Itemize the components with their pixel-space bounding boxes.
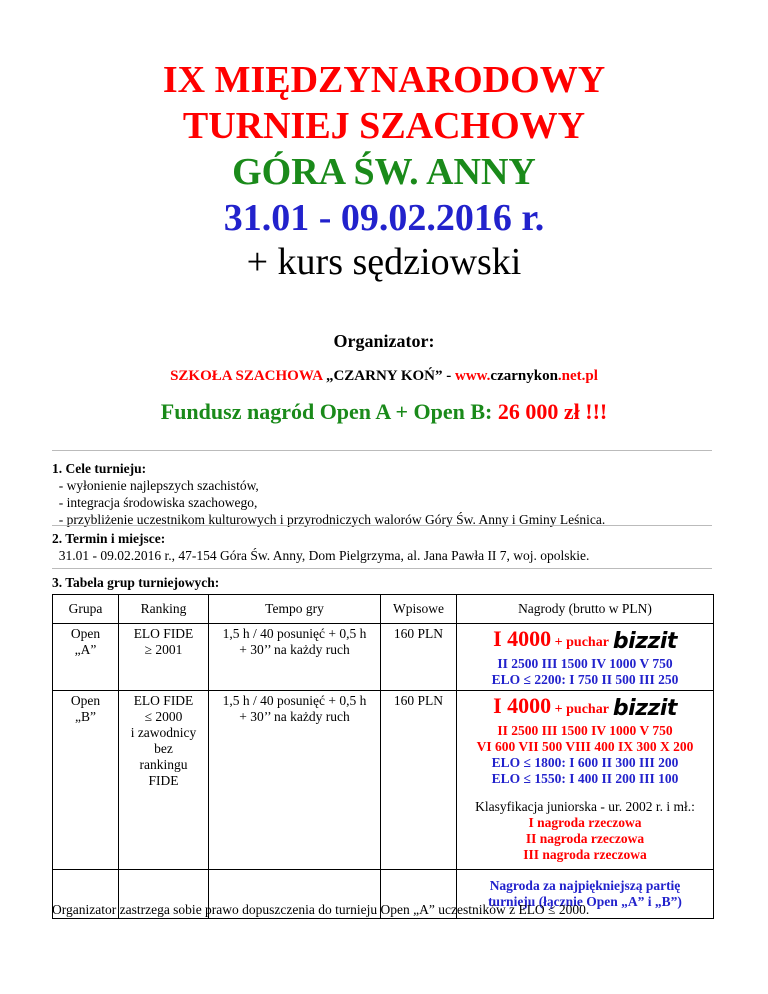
title-line-2: TURNIEJ SZACHOWY: [182, 105, 586, 147]
prize-fund-amount: 26 000 zł !!!: [497, 399, 608, 424]
fee-cell: 160 PLN: [381, 691, 457, 870]
group-cell: Open „A”: [53, 624, 119, 691]
organizer-url-domain[interactable]: czarnykon: [490, 368, 558, 384]
prize-line: ELO ≤ 1550: I 400 II 200 III 100: [491, 771, 679, 786]
header-prizes: Nagrody (brutto w PLN): [457, 595, 714, 624]
section-goals-title: 1. Cele turnieju:: [52, 461, 147, 476]
prize-line: VI 600 VII 500 VIII 400 IX 300 X 200: [476, 739, 694, 754]
junior-title: Klasyfikacja juniorska - ur. 2002 r. i mł.:: [475, 799, 695, 814]
title-location: GÓRA ŚW. ANNY: [232, 151, 536, 193]
prize-fund-line: [0, 398, 768, 426]
header-ranking: Ranking: [119, 595, 209, 624]
date-place-text: 31.01 - 09.02.2016 r., 47-154 Góra Św. Anny, Dom Pielgrzyma, al. Jana Pawła II 7, woj. opolskie.: [58, 548, 590, 563]
table-row-open-a: [53, 624, 714, 691]
junior-prize: III nagroda rzeczowa: [523, 847, 647, 862]
goal-item: - wyłonienie najlepszych szachistów,: [58, 478, 259, 493]
main-prize: I 4000: [493, 626, 552, 651]
title-dates: 31.01 - 09.02.2016 r.: [223, 197, 545, 239]
prizes-cell: [457, 624, 714, 691]
header-fee: Wpisowe: [381, 595, 457, 624]
prize-lines: [460, 656, 710, 688]
group-cell: Open „B”: [53, 691, 119, 870]
elo-prize-lines: [460, 755, 710, 787]
section-groups: [52, 574, 219, 591]
prize-fund-label: Fundusz nagród Open A + Open B:: [160, 399, 498, 424]
organizer-school: SZKOŁA SZACHOWA: [170, 368, 326, 384]
junior-prize: I nagroda rzeczowa: [528, 815, 642, 830]
organizer-heading: Organizator:: [333, 331, 435, 351]
prize-line: ELO ≤ 2200: I 750 II 500 III 250: [491, 672, 679, 687]
prize-lines: [460, 723, 710, 755]
prize-line: ELO ≤ 1800: I 600 II 300 III 200: [491, 755, 679, 770]
prize-line: II 2500 III 1500 IV 1000 V 750: [497, 656, 673, 671]
section-goals: [52, 460, 605, 528]
ranking-cell: ELO FIDE ≥ 2001: [119, 624, 209, 691]
organizer-url-prefix[interactable]: www.: [454, 368, 491, 384]
prizes-cell: [457, 691, 714, 870]
best-game-prize: Nagroda za najpiękniejszą partię turnieju (łącznie Open „A” i „B”): [488, 878, 682, 909]
organizer-line: [0, 366, 768, 386]
divider: [52, 450, 712, 451]
prize-line: II 2500 III 1500 IV 1000 V 750: [497, 723, 673, 738]
tempo-cell: 1,5 h / 40 posunięć + 0,5 h + 30’’ na każdy ruch: [209, 624, 381, 691]
sponsor-logo: bizzit: [612, 629, 677, 654]
section-groups-title: 3. Tabela grup turniejowych:: [52, 575, 220, 590]
section-date-place: [52, 530, 589, 564]
sponsor-logo: bizzit: [612, 696, 677, 721]
goal-item: - przybliżenie uczestnikom kulturowych i przyrodniczych walorów Góry Św. Anny i Gminy Leśnica.: [58, 512, 606, 527]
cup-label: + puchar: [551, 635, 609, 650]
header-tempo: Tempo gry: [209, 595, 381, 624]
ranking-cell: ELO FIDE ≤ 2000 i zawodnicy bez rankingu FIDE: [119, 691, 209, 870]
section-date-place-title: 2. Termin i miejsce:: [52, 531, 166, 546]
divider: [52, 525, 712, 526]
cup-label: + puchar: [551, 702, 609, 717]
groups-table: [52, 594, 714, 919]
header-group: Grupa: [53, 595, 119, 624]
main-prize: I 4000: [493, 693, 552, 718]
table-row-open-b: [53, 691, 714, 870]
junior-prize: II nagroda rzeczowa: [525, 831, 645, 846]
title-line-1: IX MIĘDZYNARODOWY: [162, 59, 606, 101]
goal-item: - integracja środowiska szachowego,: [58, 495, 258, 510]
table-header-row: [53, 595, 714, 624]
organizer-club: „CZARNY KOŃ” -: [325, 368, 455, 384]
organizer-url-suffix[interactable]: .net.pl: [557, 368, 598, 384]
fee-cell: 160 PLN: [381, 624, 457, 691]
title-subtitle: + kurs sędziowski: [246, 241, 522, 283]
tempo-cell: 1,5 h / 40 posunięć + 0,5 h + 30’’ na każdy ruch: [209, 691, 381, 870]
footnote: Organizator zastrzega sobie prawo dopuszczenia do turnieju Open „A” uczestników z ELO ≤ 2000.: [52, 902, 590, 917]
junior-prizes: [460, 815, 710, 863]
divider: [52, 568, 712, 569]
